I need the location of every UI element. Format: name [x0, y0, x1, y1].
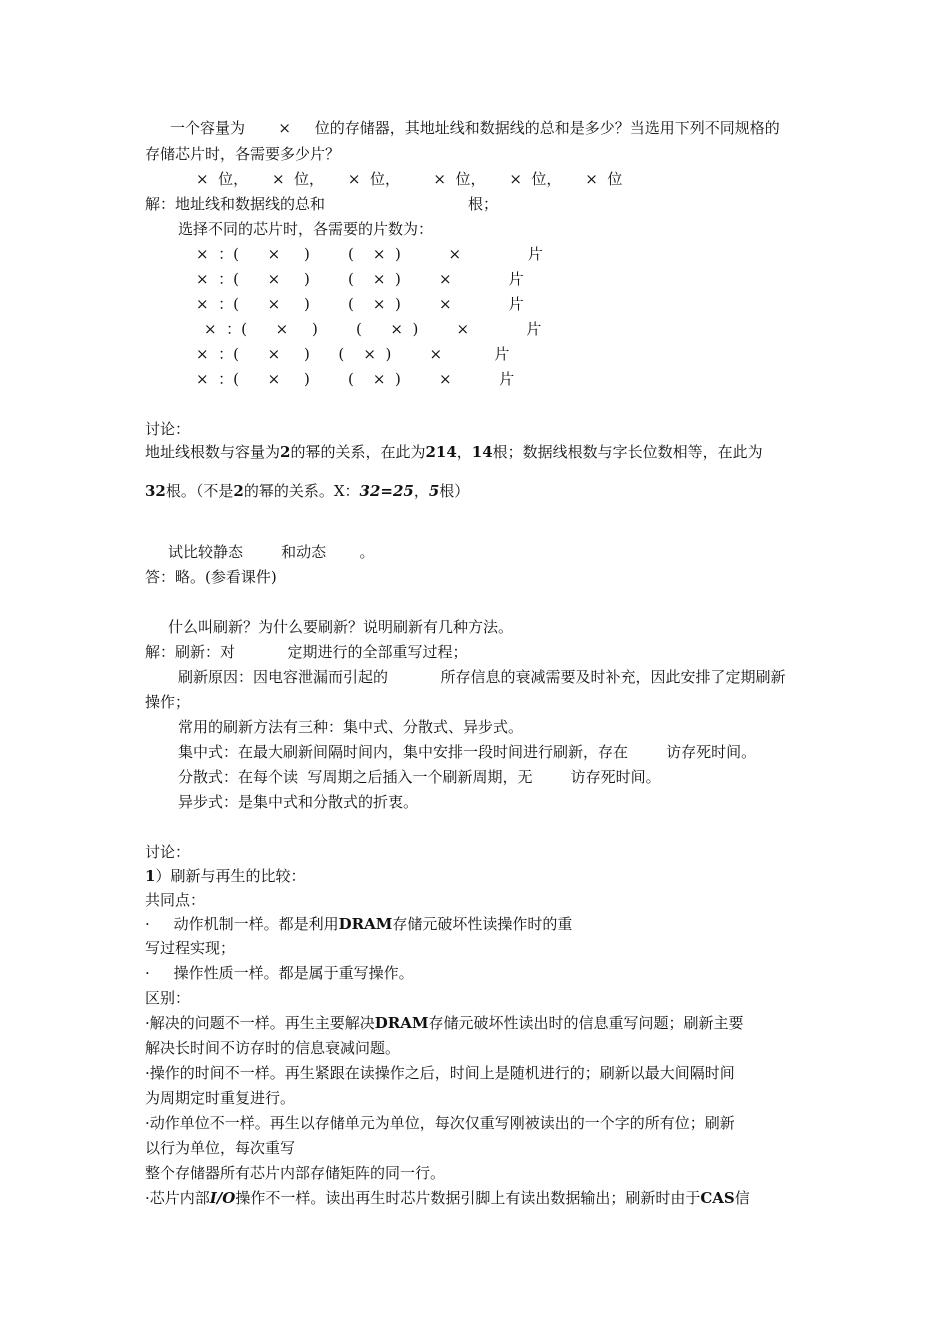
q3-answer-refresh: 解：刷新：对 定期进行的全部重写过程； — [145, 643, 468, 661]
discussion-title: 讨论： — [145, 843, 191, 861]
q1-line1: 一个容量为 × 位的存储器，其地址线和数据线的总和是多少？当选用下列不同规格的 — [170, 119, 780, 137]
q1-row-3: × ：( × ) ( × ) × 片 — [196, 295, 524, 313]
common-point-2: · 操作性质一样。都是属于重写操作。 — [145, 964, 414, 982]
common-point-1-cont: 写过程实现； — [145, 939, 236, 957]
q1-answer-line: 解：地址线和数据线的总和 根； — [145, 195, 499, 213]
q1-discussion-line2: 32根。（不是2的幂的关系。X：32=25，5根） — [145, 482, 470, 500]
q3-question: 什么叫刷新？为什么要刷新？说明刷新有几种方法。 — [168, 618, 514, 636]
q3-answer-reason: 刷新原因：因电容泄漏而引起的 所存信息的衰减需要及时补充，因此安排了定期刷新 — [178, 668, 786, 686]
q3-answer-reason-cont: 操作； — [145, 693, 191, 711]
q1-line2: 存储芯片时，各需要多少片？ — [145, 145, 341, 163]
q2-answer: 答：略。(参看课件) — [145, 568, 277, 586]
difference-3: ·动作单位不一样。再生以存储单元为单位，每次仅重写刚被读出的一个字的所有位；刷新 — [145, 1114, 735, 1132]
q1-row-2: × ：( × ) ( × ) × 片 — [196, 270, 524, 288]
q3-answer-async: 异步式：是集中式和分散式的折衷。 — [178, 793, 419, 811]
q3-answer-methods: 常用的刷新方法有三种：集中式、分散式、异步式。 — [178, 718, 524, 736]
difference-2: ·操作的时间不一样。再生紧跟在读操作之后，时间上是随机进行的；刷新以最大间隔时间 — [145, 1064, 735, 1082]
q1-row-1: × ：( × ) ( × ) × 片 — [196, 245, 543, 263]
q1-discussion-title: 讨论： — [145, 420, 191, 438]
common-point-1: · 动作机制一样。都是利用DRAM存储元破坏性读操作时的重 — [145, 915, 573, 933]
q2-question: 试比较静态 和动态 。 — [168, 543, 375, 561]
differences-label: 区别： — [145, 989, 191, 1007]
difference-3-cont2: 整个存储器所有芯片内部存储矩阵的同一行。 — [145, 1164, 446, 1182]
difference-1: ·解决的问题不一样。再生主要解决DRAM存储元破坏性读出时的信息重写问题；刷新主要 — [145, 1014, 744, 1032]
q1-answer-sub: 选择不同的芯片时，各需要的片数为： — [178, 220, 434, 238]
difference-1-cont: 解决长时间不访存时的信息衰减问题。 — [145, 1039, 401, 1057]
discussion-heading-1: 1）刷新与再生的比较： — [145, 867, 306, 885]
q3-answer-centralized: 集中式：在最大刷新间隔时间内，集中安排一段时间进行刷新，存在 访存死时间。 — [178, 743, 757, 761]
q1-discussion-line1: 地址线根数与容量为2的幂的关系，在此为214，14根；数据线根数与字长位数相等，在此为 — [145, 443, 763, 461]
q1-chip-specs: × 位， × 位， × 位， × 位， × 位， × 位 — [196, 170, 623, 188]
q1-row-4: × ：( × ) ( × ) × 片 — [204, 320, 542, 338]
q3-answer-distributed: 分散式：在每个读 写周期之后插入一个刷新周期，无 访存死时间。 — [178, 768, 661, 786]
q1-row-5: × ：( × ) ( × ) × 片 — [196, 345, 510, 363]
difference-2-cont: 为周期定时重复进行。 — [145, 1089, 296, 1107]
common-points-label: 共同点： — [145, 891, 206, 909]
difference-3-cont: 以行为单位，每次重写 — [145, 1139, 296, 1157]
q1-row-6: × ：( × ) ( × ) × 片 — [196, 370, 515, 388]
difference-4: ·芯片内部I/O操作不一样。读出再生时芯片数据引脚上有读出数据输出；刷新时由于CAS信 — [145, 1189, 750, 1207]
